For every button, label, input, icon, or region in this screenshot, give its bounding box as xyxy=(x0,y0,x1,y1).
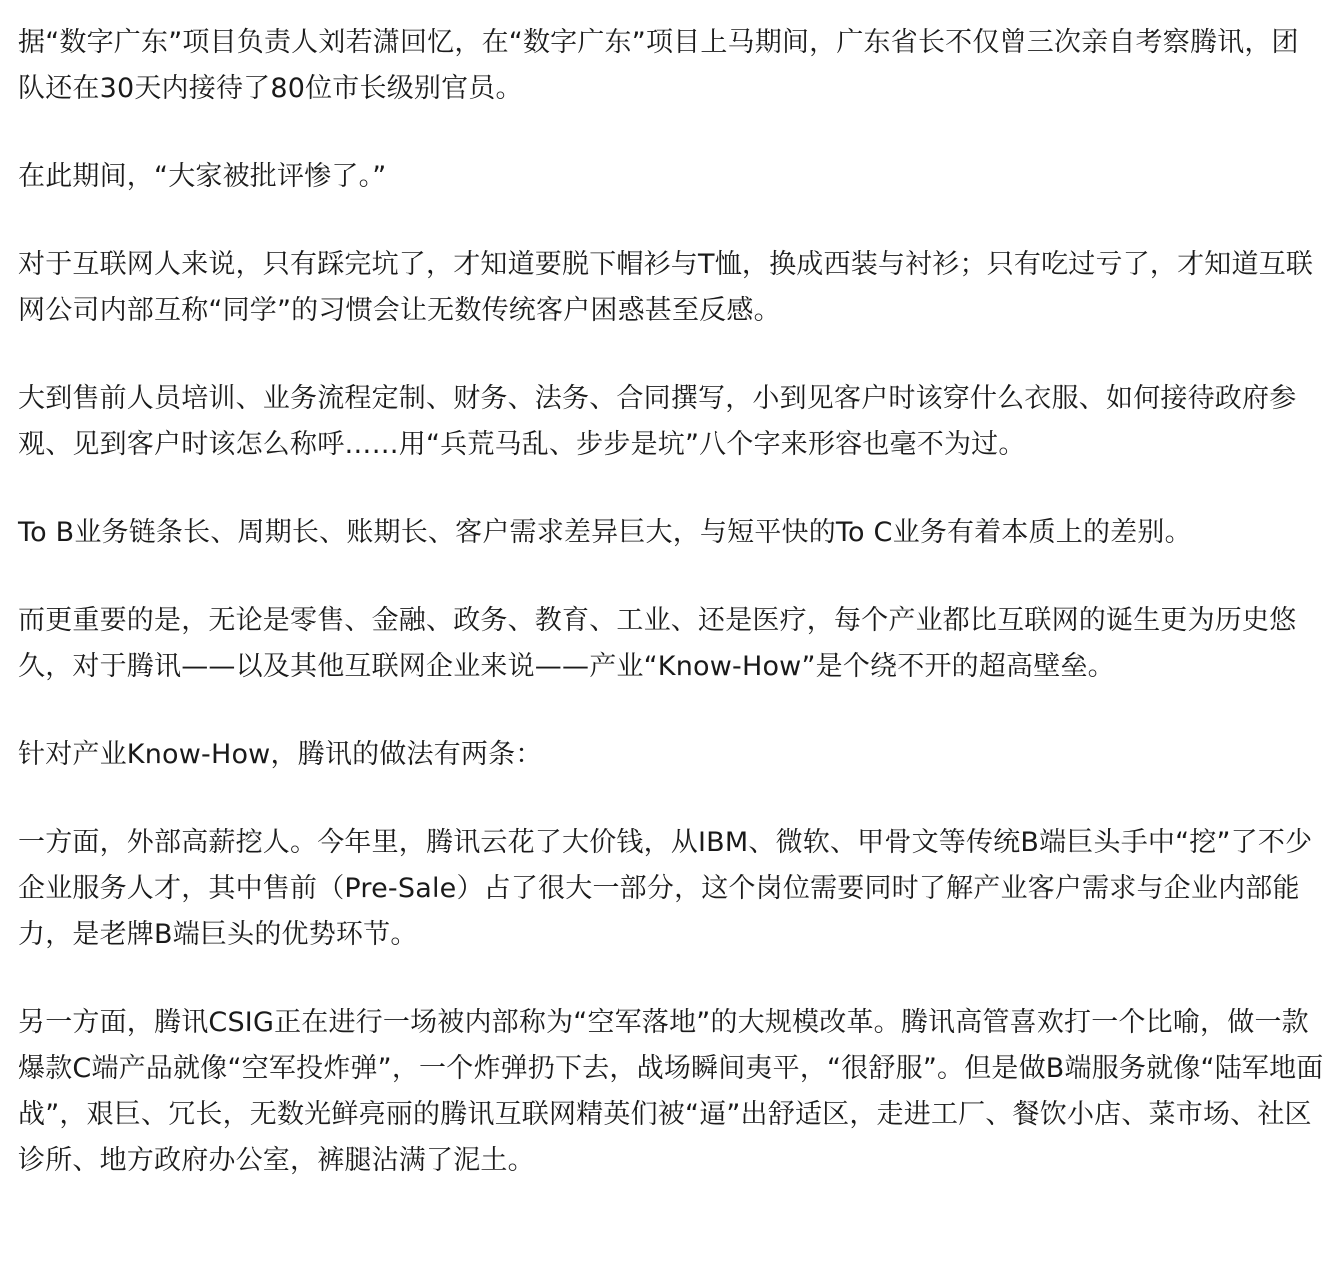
paragraph-know-how-barrier: 而更重要的是，无论是零售、金融、政务、教育、工业、还是医疗，每个产业都比互联网的诞生更为历史悠久，对于腾讯——以及其他互联网企业来说——产业“Know-How”是个绕不开的超高壁垒。 xyxy=(18,605,1297,682)
paragraph-recollection: 据“数字广东”项目负责人刘若潇回忆，在“数字广东”项目上马期间，广东省长不仅曾三次亲自考察腾讯，团队还在30天内接待了80位市长级别官员。 xyxy=(18,27,1299,104)
paragraph-criticized: 在此期间，“大家被批评惨了。” xyxy=(18,161,387,192)
paragraph-air-force-landing: 另一方面，腾讯CSIG正在进行一场被内部称为“空军落地”的大规模改革。腾讯高管喜欢打一个比喻，做一款爆款C端产品就像“空军投炸弹”，一个炸弹扔下去，战场瞬间夷平，“很舒服”。但是做B端服务就像“陆军地面战”，艰巨、冗长，无数光鲜亮丽的腾讯互联网精英们被“逼”出舒适区，走进工厂、餐饮小店、菜市场、社区诊所、地方政府办公室，裤腿沾满了泥土。 xyxy=(18,1007,1324,1176)
paragraph-hiring: 一方面，外部高薪挖人。今年里，腾讯云花了大价钱，从IBM、微软、甲骨文等传统B端巨头手中“挖”了不少企业服务人才，其中售前（Pre-Sale）占了很大一部分，这个岗位需要同时了解产业客户需求与企业内部能力，是老牌B端巨头的优势环节。 xyxy=(18,827,1313,950)
paragraph-chaos: 大到售前人员培训、业务流程定制、财务、法务、合同撰写，小到见客户时该穿什么衣服、如何接待政府参观、见到客户时该怎么称呼……用“兵荒马乱、步步是坑”八个字来形容也毫不为过。 xyxy=(18,383,1297,460)
paragraph-lessons: 对于互联网人来说，只有踩完坑了，才知道要脱下帽衫与T恤，换成西装与衬衫；只有吃过亏了，才知道互联网公司内部互称“同学”的习惯会让无数传统客户困惑甚至反感。 xyxy=(18,249,1314,326)
paragraph-two-approaches: 针对产业Know-How，腾讯的做法有两条： xyxy=(18,739,543,770)
paragraph-tob-vs-toc: To B业务链条长、周期长、账期长、客户需求差异巨大，与短平快的To C业务有着本质上的差别。 xyxy=(18,517,1192,548)
